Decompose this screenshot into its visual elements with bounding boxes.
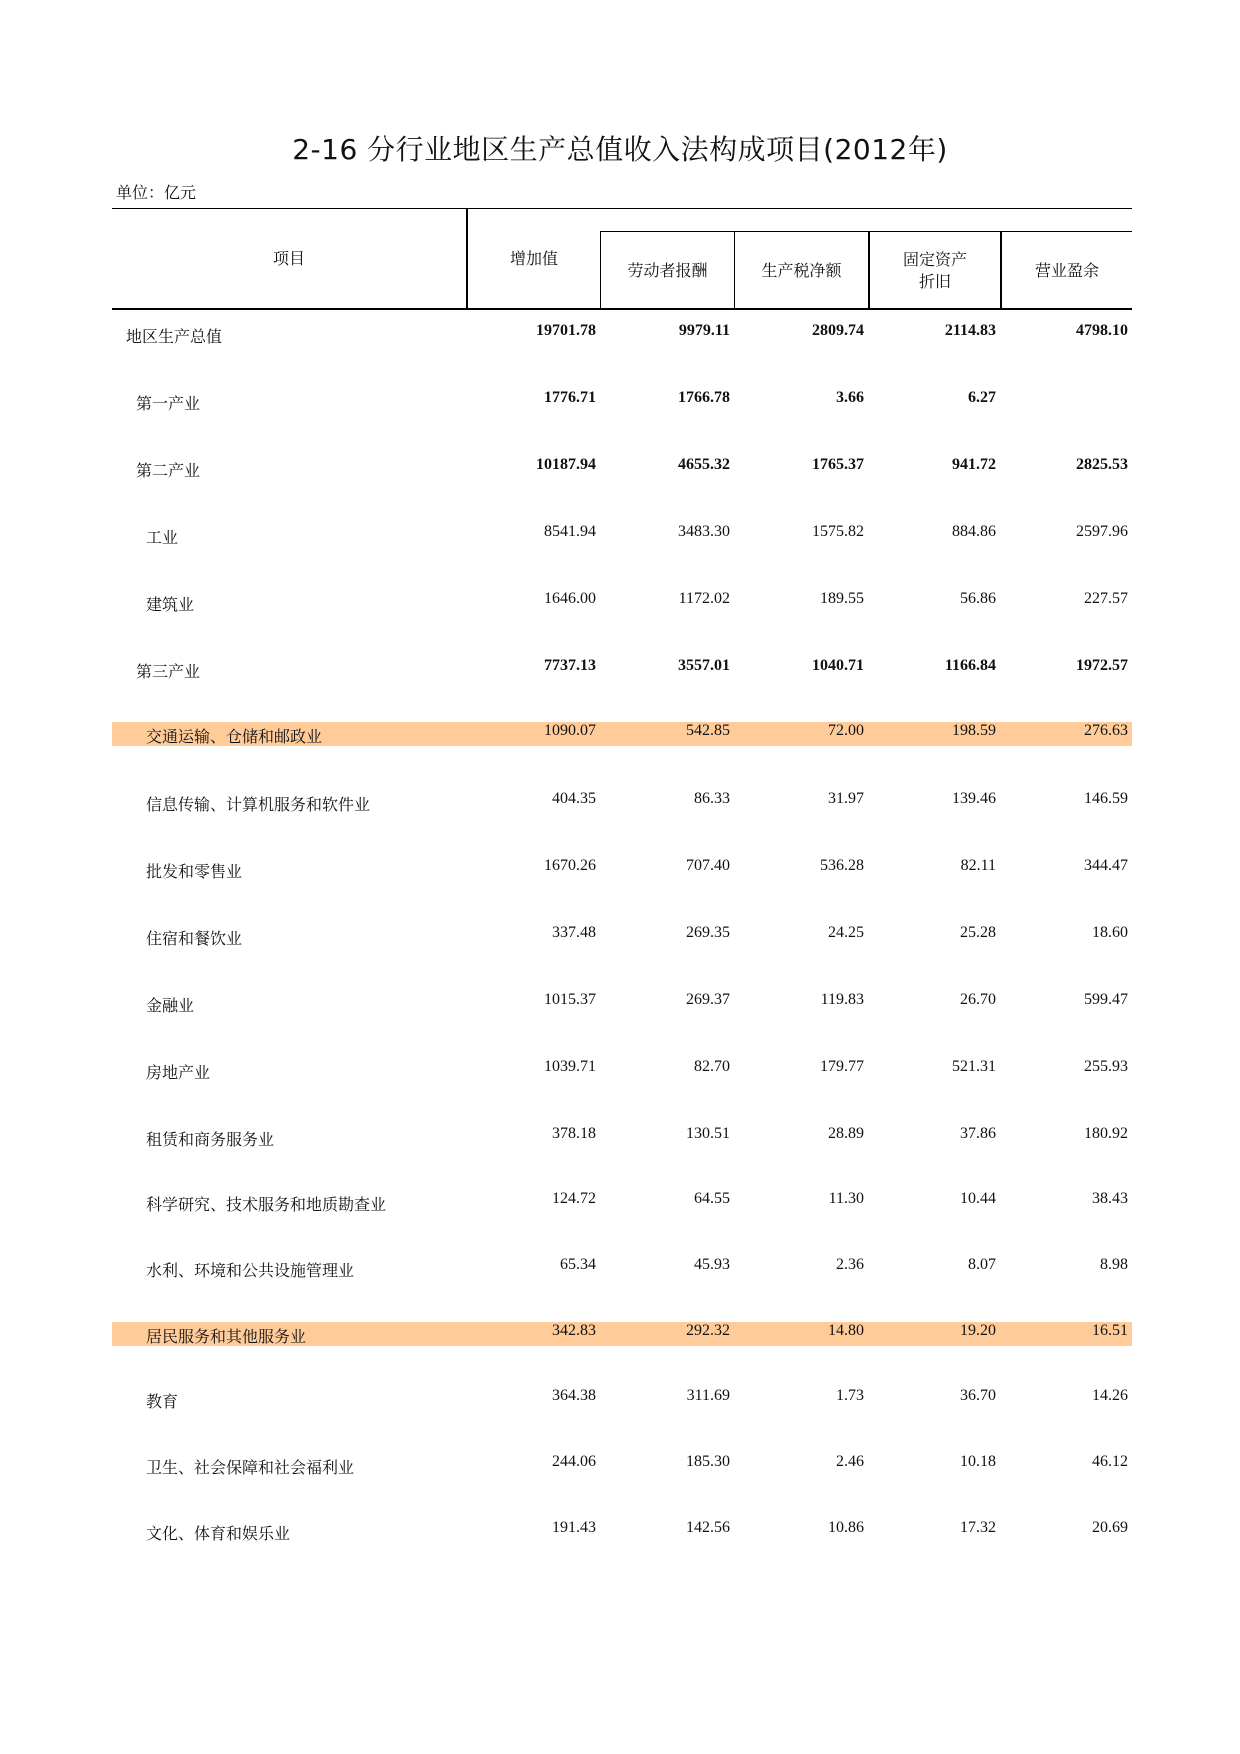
cell-operating-surplus: 1972.57: [1076, 657, 1128, 674]
cell-value-added: 1646.00: [544, 590, 596, 607]
cell-value-added: 244.06: [552, 1453, 596, 1470]
table-row: [112, 924, 1132, 948]
header-depreciation-line2: 折旧: [918, 272, 951, 291]
row-label: 住宿和餐饮业: [146, 929, 243, 948]
cell-depreciation: 139.46: [952, 790, 996, 807]
cell-operating-surplus: 276.63: [1084, 722, 1128, 739]
table-row: [112, 389, 1132, 413]
cell-value-added: 378.18: [552, 1125, 596, 1142]
row-label: 地区生产总值: [126, 327, 223, 346]
cell-labor-compensation: 82.70: [694, 1058, 730, 1075]
cell-operating-surplus: 344.47: [1084, 857, 1128, 874]
row-label: 租赁和商务服务业: [146, 1130, 275, 1149]
header-labor-compensation: 劳动者报酬: [627, 261, 708, 280]
cell-labor-compensation: 542.85: [686, 722, 730, 739]
table-row: [112, 790, 1132, 814]
cell-net-production-tax: 72.00: [828, 722, 864, 739]
cell-value-added: 1015.37: [544, 991, 596, 1008]
cell-depreciation: 56.86: [960, 590, 996, 607]
row-label: 教育: [146, 1392, 179, 1411]
cell-operating-surplus: 2597.96: [1076, 523, 1128, 540]
cell-net-production-tax: 2.46: [836, 1453, 864, 1470]
row-label: 工业: [146, 528, 179, 547]
cell-operating-surplus: 227.57: [1084, 590, 1128, 607]
table-row: [112, 523, 1132, 547]
cell-value-added: 364.38: [552, 1387, 596, 1404]
header-value-added: 增加值: [509, 249, 558, 268]
row-label: 第一产业: [136, 394, 201, 413]
cell-operating-surplus: 14.26: [1092, 1387, 1128, 1404]
cell-depreciation: 37.86: [960, 1125, 996, 1142]
table-row: [112, 1519, 1132, 1543]
cell-net-production-tax: 536.28: [820, 857, 864, 874]
cell-value-added: 65.34: [560, 1256, 596, 1273]
cell-net-production-tax: 179.77: [820, 1058, 864, 1075]
table-row: [112, 657, 1132, 681]
cell-labor-compensation: 45.93: [694, 1256, 730, 1273]
subheader-top-rule: [600, 231, 1132, 232]
cell-net-production-tax: 119.83: [820, 991, 864, 1008]
cell-operating-surplus: 18.60: [1092, 924, 1128, 941]
cell-net-production-tax: 2.36: [836, 1256, 864, 1273]
table-row: [112, 1125, 1132, 1149]
cell-operating-surplus: 8.98: [1100, 1256, 1128, 1273]
cell-depreciation: 36.70: [960, 1387, 996, 1404]
cell-net-production-tax: 1.73: [836, 1387, 864, 1404]
table-row: [112, 991, 1132, 1015]
cell-labor-compensation: 707.40: [686, 857, 730, 874]
cell-operating-surplus: 16.51: [1092, 1322, 1128, 1339]
cell-net-production-tax: 14.80: [828, 1322, 864, 1339]
cell-value-added: 404.35: [552, 790, 596, 807]
cell-operating-surplus: 2825.53: [1076, 456, 1128, 473]
cell-labor-compensation: 3483.30: [678, 523, 730, 540]
row-label: 水利、环境和公共设施管理业: [146, 1261, 355, 1280]
cell-operating-surplus: 180.92: [1084, 1125, 1128, 1142]
cell-depreciation: 17.32: [960, 1519, 996, 1536]
cell-labor-compensation: 1172.02: [678, 590, 730, 607]
cell-depreciation: 19.20: [960, 1322, 996, 1339]
cell-value-added: 342.83: [552, 1322, 596, 1339]
cell-operating-surplus: 4798.10: [1076, 322, 1128, 339]
table-row: [112, 722, 1132, 746]
cell-value-added: 191.43: [552, 1519, 596, 1536]
cell-net-production-tax: 10.86: [828, 1519, 864, 1536]
cell-depreciation: 2114.83: [944, 322, 996, 339]
table-row: [112, 1453, 1132, 1477]
cell-net-production-tax: 2809.74: [812, 322, 864, 339]
cell-net-production-tax: 24.25: [828, 924, 864, 941]
cell-labor-compensation: 142.56: [686, 1519, 730, 1536]
header-net-production-tax: 生产税净额: [761, 261, 842, 280]
cell-value-added: 1670.26: [544, 857, 596, 874]
cell-value-added: 337.48: [552, 924, 596, 941]
row-label: 信息传输、计算机服务和软件业: [146, 795, 371, 814]
cell-net-production-tax: 189.55: [820, 590, 864, 607]
cell-labor-compensation: 269.37: [686, 991, 730, 1008]
row-label: 第二产业: [136, 461, 201, 480]
cell-net-production-tax: 1765.37: [812, 456, 864, 473]
row-label: 金融业: [146, 996, 195, 1015]
cell-depreciation: 8.07: [968, 1256, 996, 1273]
cell-operating-surplus: 146.59: [1084, 790, 1128, 807]
cell-net-production-tax: 3.66: [836, 389, 864, 406]
cell-labor-compensation: 86.33: [694, 790, 730, 807]
cell-labor-compensation: 185.30: [686, 1453, 730, 1470]
table-top-rule: [112, 208, 1132, 209]
cell-depreciation: 941.72: [952, 456, 996, 473]
cell-value-added: 124.72: [552, 1190, 596, 1207]
cell-depreciation: 1166.84: [944, 657, 996, 674]
cell-value-added: 19701.78: [536, 322, 596, 339]
cell-depreciation: 198.59: [952, 722, 996, 739]
row-label: 交通运输、仓储和邮政业: [146, 727, 323, 746]
cell-labor-compensation: 269.35: [686, 924, 730, 941]
cell-labor-compensation: 130.51: [686, 1125, 730, 1142]
cell-labor-compensation: 1766.78: [678, 389, 730, 406]
cell-depreciation: 82.11: [960, 857, 996, 874]
cell-value-added: 1090.07: [544, 722, 596, 739]
row-label: 第三产业: [136, 662, 201, 681]
cell-operating-surplus: 20.69: [1092, 1519, 1128, 1536]
row-label: 居民服务和其他服务业: [146, 1327, 307, 1346]
cell-operating-surplus: 38.43: [1092, 1190, 1128, 1207]
cell-value-added: 10187.94: [536, 456, 596, 473]
row-label: 批发和零售业: [146, 862, 243, 881]
cell-value-added: 1039.71: [544, 1058, 596, 1075]
cell-depreciation: 521.31: [952, 1058, 996, 1075]
cell-labor-compensation: 292.32: [686, 1322, 730, 1339]
cell-value-added: 1776.71: [544, 389, 596, 406]
row-label: 建筑业: [146, 595, 195, 614]
cell-labor-compensation: 9979.11: [678, 322, 730, 339]
cell-labor-compensation: 3557.01: [678, 657, 730, 674]
cell-net-production-tax: 1575.82: [812, 523, 864, 540]
unit-label: 单位：亿元: [116, 183, 197, 202]
row-label: 文化、体育和娱乐业: [146, 1524, 291, 1543]
cell-depreciation: 6.27: [968, 389, 996, 406]
cell-net-production-tax: 1040.71: [812, 657, 864, 674]
table-row: [112, 1190, 1132, 1214]
cell-labor-compensation: 4655.32: [678, 456, 730, 473]
cell-value-added: 7737.13: [544, 657, 596, 674]
table-row: [112, 857, 1132, 881]
row-label: 科学研究、技术服务和地质勘查业: [146, 1195, 387, 1214]
page-title: 2-16 分行业地区生产总值收入法构成项目(2012年): [292, 133, 948, 166]
cell-operating-surplus: 255.93: [1084, 1058, 1128, 1075]
table-row: [112, 322, 1132, 346]
cell-depreciation: 884.86: [952, 523, 996, 540]
header-depreciation: [870, 249, 1000, 293]
cell-value-added: 8541.94: [544, 523, 596, 540]
cell-net-production-tax: 28.89: [828, 1125, 864, 1142]
table-row: [112, 1387, 1132, 1411]
row-label: 房地产业: [146, 1063, 211, 1082]
table-row: [112, 1322, 1132, 1346]
cell-labor-compensation: 311.69: [686, 1387, 730, 1404]
row-label: 卫生、社会保障和社会福利业: [146, 1458, 355, 1477]
table-row: [112, 1058, 1132, 1082]
header-depreciation-line1: 固定资产: [902, 250, 967, 269]
cell-net-production-tax: 11.30: [828, 1190, 864, 1207]
cell-depreciation: 25.28: [960, 924, 996, 941]
header-bottom-rule: [112, 308, 1132, 310]
header-item: 项目: [272, 249, 305, 268]
cell-depreciation: 10.44: [960, 1190, 996, 1207]
cell-operating-surplus: 46.12: [1092, 1453, 1128, 1470]
table-row: [112, 456, 1132, 480]
cell-net-production-tax: 31.97: [828, 790, 864, 807]
cell-depreciation: 10.18: [960, 1453, 996, 1470]
table-row: [112, 1256, 1132, 1280]
cell-depreciation: 26.70: [960, 991, 996, 1008]
header-operating-surplus: 营业盈余: [1034, 261, 1099, 280]
cell-operating-surplus: 599.47: [1084, 991, 1128, 1008]
table-row: [112, 590, 1132, 614]
cell-labor-compensation: 64.55: [694, 1190, 730, 1207]
